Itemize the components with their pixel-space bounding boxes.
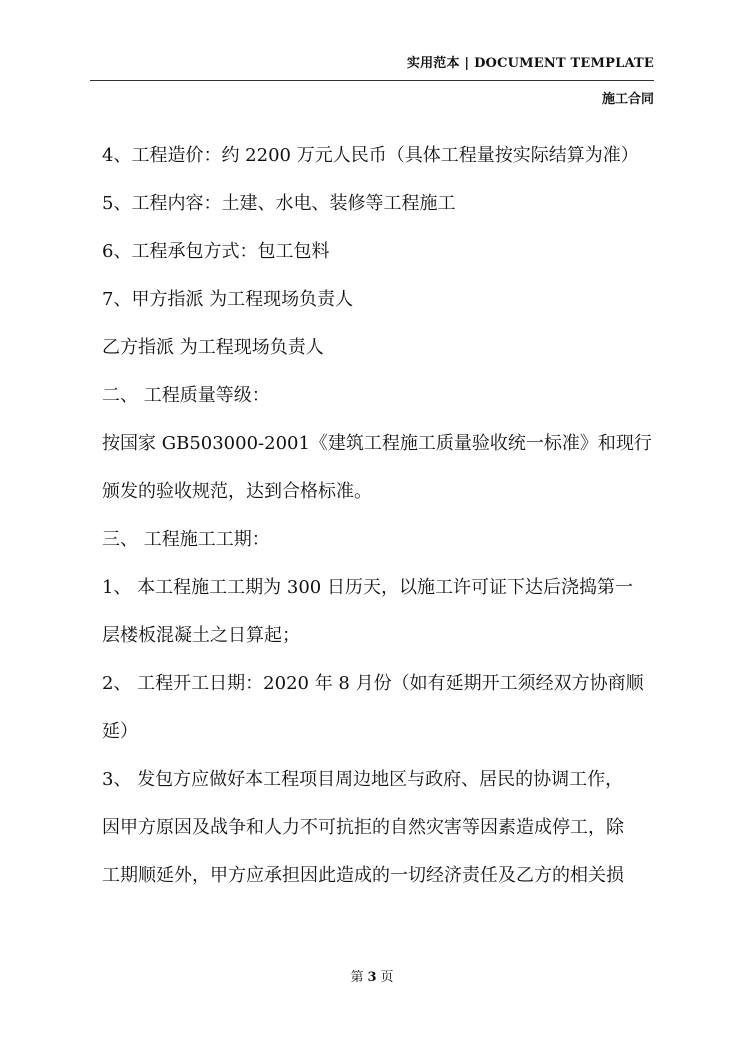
- body-line: 3、 发包方应做好本工程项目周边地区与政府、居民的协调工作，: [102, 769, 624, 790]
- body-line: 层楼板混凝土之日算起；: [102, 625, 300, 646]
- page-number: 3: [367, 970, 377, 985]
- header-divider: [90, 80, 654, 81]
- contract-body: [102, 138, 662, 906]
- document-header-title: 实用范本 | DOCUMENT TEMPLATE: [406, 56, 654, 71]
- body-line: 颁发的验收规范，达到合格标准。: [102, 481, 372, 502]
- body-line: 乙方指派 为工程现场负责人: [102, 337, 324, 358]
- body-line: 延）: [102, 721, 138, 742]
- section-heading: 三、 工程施工工期：: [102, 529, 270, 550]
- body-line: 按国家 GB503000-2001《建筑工程施工质量验收统一标准》和现行: [102, 433, 652, 454]
- body-line: 因甲方原因及战争和人力不可抗拒的自然灾害等因素造成停工，除: [102, 817, 624, 838]
- body-line: 7、甲方指派 为工程现场负责人: [102, 289, 354, 310]
- body-line: 工期顺延外，甲方应承担因此造成的一切经济责任及乙方的相关损: [102, 865, 624, 886]
- body-line: 2、 工程开工日期：2020 年 8 月份（如有延期开工须经双方协商顺: [102, 673, 644, 694]
- page-number-prefix: 第: [350, 970, 364, 985]
- body-line: 6、工程承包方式：包工包料: [102, 241, 330, 262]
- page-number-suffix: 页: [380, 970, 394, 985]
- body-line: 5、工程内容：土建、水电、装修等工程施工: [102, 193, 456, 214]
- page-footer: [0, 966, 744, 985]
- document-header-subtitle: 施工合同: [601, 92, 654, 107]
- body-line: 1、 本工程施工工期为 300 日历天，以施工许可证下达后浇捣第一: [102, 577, 633, 598]
- body-line: 4、工程造价：约 2200 万元人民币（具体工程量按实际结算为准）: [102, 145, 639, 166]
- section-heading: 二、 工程质量等级：: [102, 385, 270, 406]
